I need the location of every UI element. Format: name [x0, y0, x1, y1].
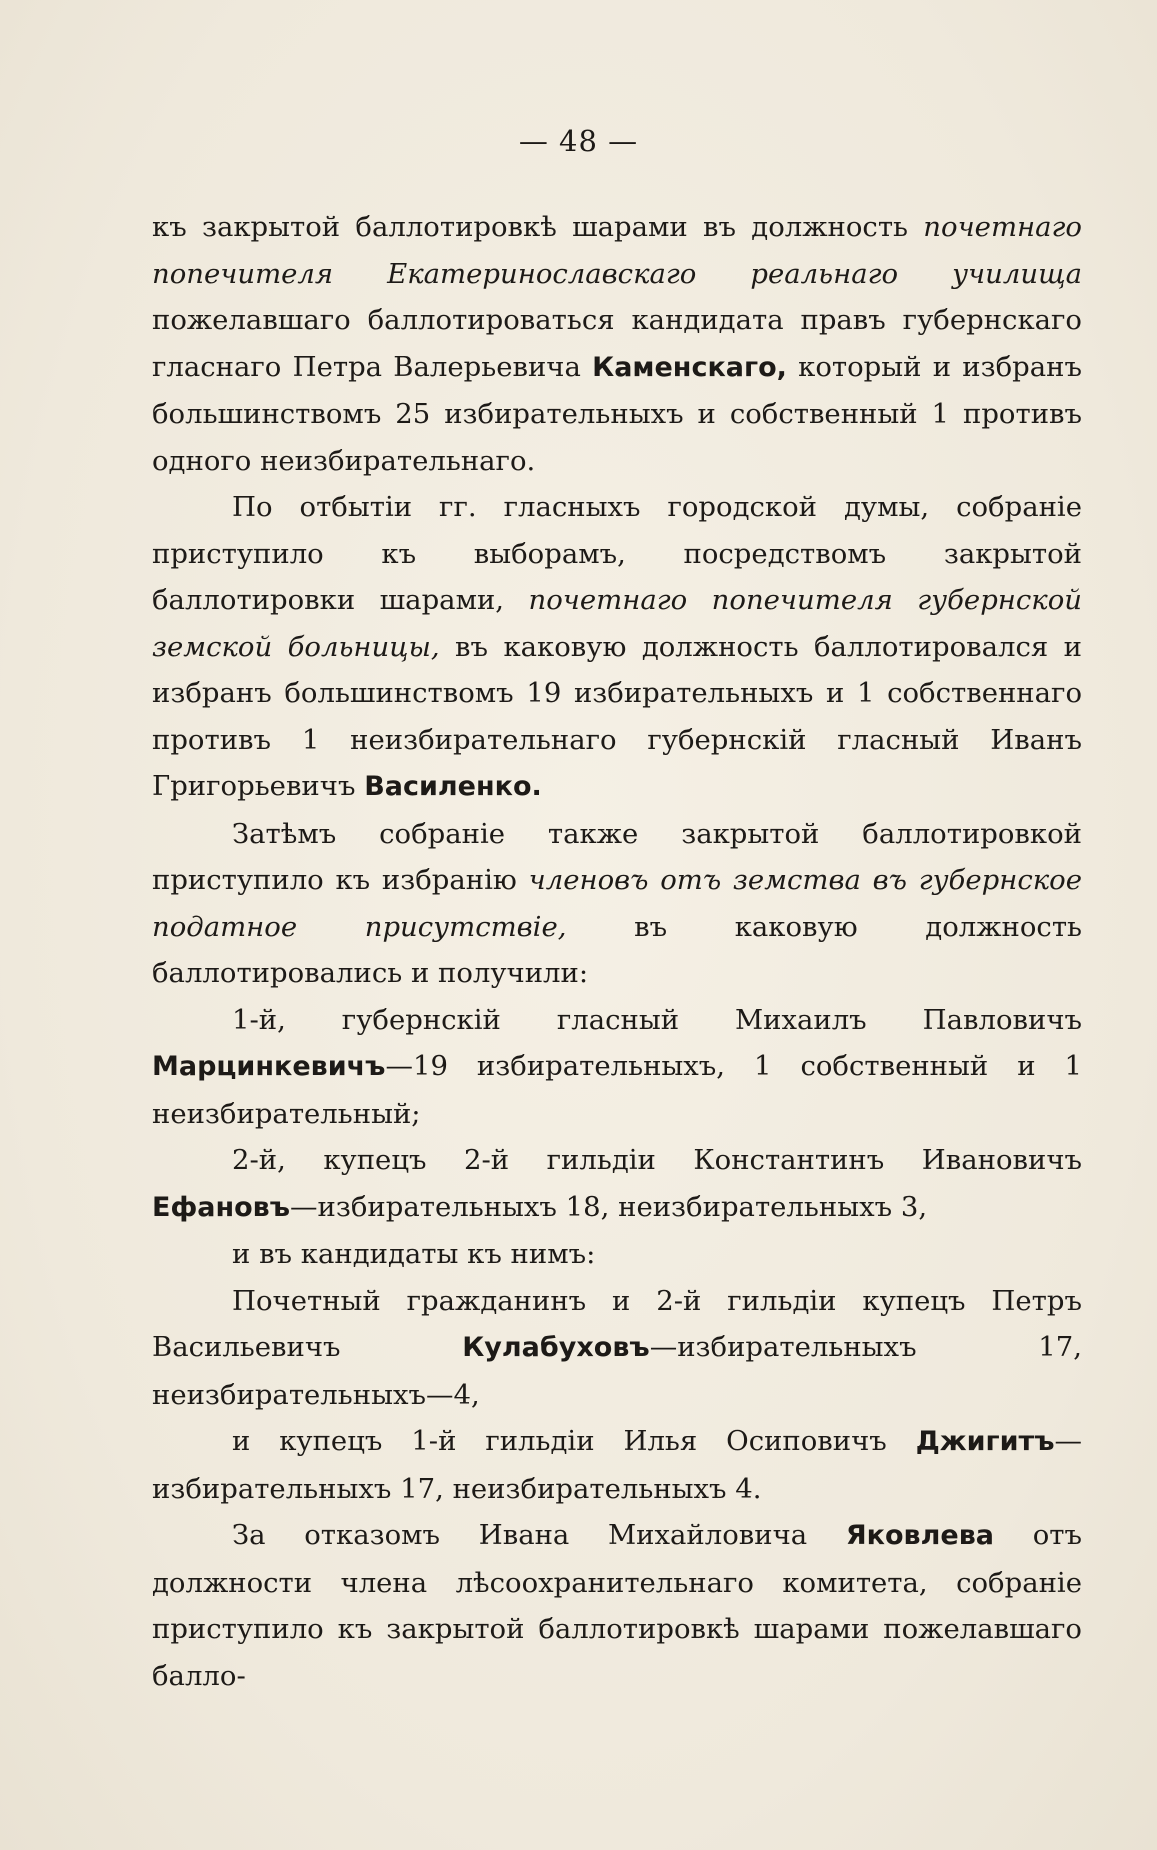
italic-phrase: почетнаго попечителя Екатеринославскаго реальнаго училища	[152, 211, 1082, 290]
text-segment: который и избранъ большинствомъ 25 избирательныхъ и собственный 1 противъ одного неизбирательнаго.	[152, 350, 1082, 477]
surname-martsinkevich: Марцинкевичъ	[152, 1051, 386, 1082]
text-segment: въ каковую должность баллотировался и избранъ большинствомъ 19 избирательныхъ и 1 собственнаго противъ 1 неизбирательнаго губернскій гласный Иванъ Григорьевичъ	[152, 630, 1083, 802]
paragraph-9	[152, 1512, 1082, 1699]
text-segment: и купецъ 1-й гильдіи Илья Осиповичъ	[232, 1425, 916, 1457]
text-segment: и въ кандидаты къ нимъ:	[232, 1238, 596, 1270]
text-segment: —19 избирательныхъ, 1 собственный и 1 неизбирательный;	[152, 1050, 1082, 1130]
text-segment: пожелавшаго баллотироваться кандидата правъ губернскаго гласнаго Петра Валерьевича	[152, 304, 1082, 383]
text-segment: —избирательныхъ 18, неизбирательныхъ 3,	[290, 1190, 928, 1223]
text-segment: —избирательныхъ 17, неизбирательныхъ—4,	[152, 1331, 1082, 1411]
surname-kamenskago: Каменскаго,	[592, 351, 787, 383]
text-segment: къ закрытой баллотировкѣ шарами въ должность	[152, 211, 924, 243]
paragraph-4	[152, 997, 1082, 1138]
text-segment: —избирательныхъ 17, неизбирательныхъ 4.	[152, 1425, 1082, 1505]
surname-vasilenko: Василенко.	[364, 771, 542, 802]
page-number: — 48 —	[518, 124, 639, 158]
paragraph-1	[152, 204, 1082, 484]
text-segment: По отбытіи гг. гласныхъ городской думы, собраніе приступило къ выборамъ, посредствомъ закрытой баллотировки шарами,	[152, 491, 1082, 616]
surname-kulabukhov: Кулабуховъ	[462, 1332, 650, 1363]
text-segment: 2-й, купецъ 2-й гильдіи Константинъ Ивановичъ	[232, 1144, 1082, 1176]
surname-efanov: Ефановъ	[152, 1191, 291, 1223]
italic-phrase: членовъ отъ земства въ губернское податное присутствіе,	[152, 864, 1082, 943]
text-segment: отъ должности члена лѣсоохранительнаго комитета, собраніе приступило къ закрытой баллотировкѣ шарами пожелавшаго балло-	[152, 1519, 1082, 1692]
paragraph-6	[152, 1231, 1082, 1278]
text-segment: Почетный гражданинъ и 2-й гильдіи купецъ Петръ Васильевичъ	[152, 1284, 1082, 1363]
body-text	[152, 204, 1082, 1699]
italic-phrase: почетнаго попечителя губернской земской больницы,	[152, 584, 1082, 663]
paragraph-8	[152, 1418, 1082, 1512]
surname-yakovleva: Яковлева	[845, 1520, 995, 1551]
paragraph-5	[152, 1137, 1082, 1231]
paragraph-7	[152, 1278, 1082, 1419]
paragraph-3	[152, 811, 1082, 997]
text-segment: 1-й, губернскій гласный Михаилъ Павловичъ	[232, 1003, 1082, 1036]
paragraph-2	[152, 484, 1082, 811]
text-segment: въ каковую должность баллотировались и получили:	[152, 910, 1082, 989]
text-segment: Затѣмъ собраніе также закрытой баллотировкой приступило къ избранію	[152, 817, 1082, 896]
surname-dzhigit: Джигитъ	[915, 1426, 1055, 1457]
text-segment: За отказомъ Ивана Михайловича	[232, 1519, 846, 1551]
